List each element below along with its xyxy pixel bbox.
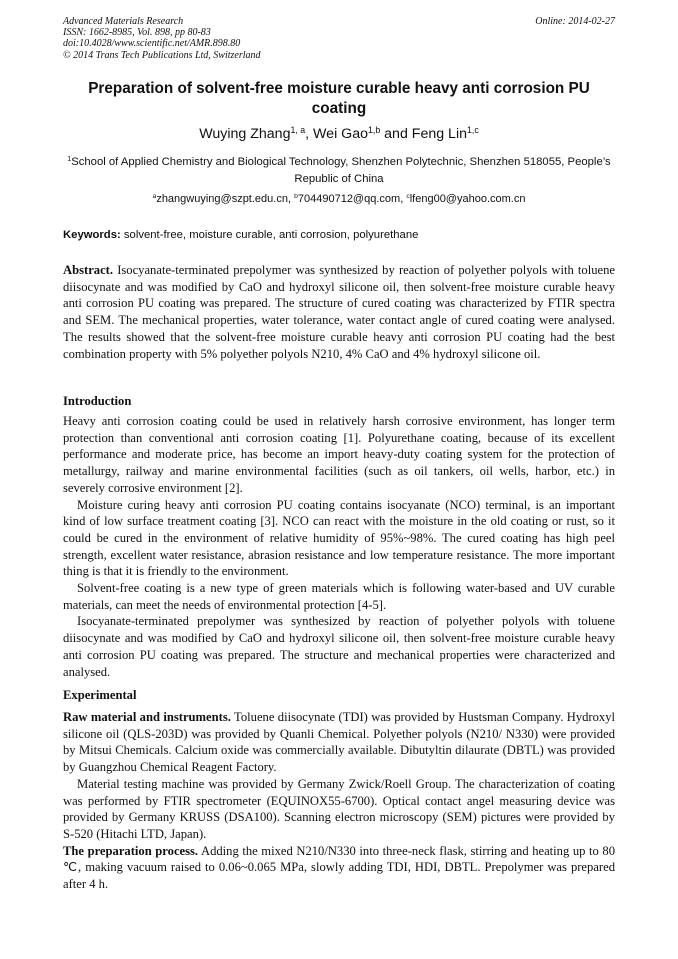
author-separator: , (305, 126, 314, 142)
email-separator: , (400, 193, 407, 205)
keywords-text: solvent-free, moisture curable, anti corrosion, polyurethane (120, 229, 419, 241)
intro-paragraph: Heavy anti corrosion coating could be used in relatively harsh corrosive environment, has longer term protection than conventional anti corrosion coating [1]. Polyurethane coating, because of its excellent performance and moderate price, has become an import heavy-duty coating system for the protection of metallurgy, railway and marine environmental facilities (such as oil tankers, oil wells, harbor, etc.) in severely corrosive environment [2]. (63, 414, 615, 495)
author-name: Wuying Zhang (199, 126, 291, 142)
experimental-body (63, 709, 615, 893)
abstract-label: Abstract. (63, 263, 114, 277)
author-affil-mark: 1, a (290, 125, 306, 136)
affiliation-mark: 1 (67, 156, 72, 164)
copyright-line: © 2014 Trans Tech Publications Ltd, Switzerland (63, 49, 261, 61)
instruments-paragraph: Material testing machine was provided by Germany Zwick/Roell Group. The characterization of coating was performed by FTIR spectrometer (EQUINOX55-6700). Optical contact angel measuring device was provided by Germany KRUSS (DSA100). Scanning electron microscopy (SEM) pictures were provided by S-520 (Hitachi LTD, Japan). (63, 776, 615, 841)
preparation-label: The preparation process. (63, 843, 199, 858)
email-mark: a (152, 193, 157, 201)
raw-material-label: Raw material and instruments. (63, 710, 231, 724)
online-date: Online: 2014-02-27 (535, 16, 615, 27)
paper-title: Preparation of solvent-free moisture curable heavy anti corrosion PU coating (88, 80, 590, 117)
author-affil-mark: 1,b (367, 125, 381, 136)
section-heading-experimental: Experimental (63, 688, 137, 702)
abstract-text: Isocyanate-terminated prepolymer was synthesized by reaction of polyether polyols with toluene diisocynate and was modified by CaO and hydroxyl silicone oil, then solvent-free moisture curable heavy anti corrosion PU coating was prepared. The structure of cured coating was characterized by FTIR spectra and SEM. The mechanical properties, water tolerance, water contact angle of cured coating were analysed. The results showed that the solvent-free moisture curable heavy anti corrosion PU coating had the best combination property with 5% polyether polyols N210, 4% CaO and 4% hydroxyl silicone oil. (63, 263, 615, 361)
raw-material-text: Toluene diisocynate (TDI) was provided by Hustsman Company. Hydroxyl silicone oil (QLS-203D) was provided by Quanli Chemical. Polyether polyols (N210/ N330) were provided by Mitsui Chemicals. Calcium oxide was commercially available. Dibutyltin dilaurate (DBTL) was provided by Guangzhou Chemical Reagent Factory. (63, 710, 615, 775)
section-heading-introduction: Introduction (63, 394, 132, 408)
author-name: Feng Lin (411, 126, 467, 142)
intro-paragraph: Moisture curing heavy anti corrosion PU coating contains isocyanate (NCO) terminal, is an important kind of low surface treatment coating [3]. NCO can react with the moisture in the old coating or rust, so it could be cured in the environment of relative humidity of 95%~98%. The cured coating has high peel strength, excellent water resistance, abrasion resistance and low temperature resistance. The more important thing is that it is friendly to the environment. (63, 497, 615, 579)
preparation-text: Adding the mixed N210/N330 into three-neck flask, stirring and heating up to 80 ℃, making vacuum raised to 0.06~0.065 MPa, slowly adding TDI, HDI, DBTL. Prepolymer was prepared after 4 h. (63, 843, 615, 892)
author-affil-mark: 1,c (467, 125, 479, 136)
intro-paragraph: Isocyanate-terminated prepolymer was synthesized by reaction of polyether polyols with toluene diisocynate and was modified by CaO and hydroxyl silicone oil, then solvent-free moisture curable heavy anti corrosion PU coating was prepared. The structure and mechanical properties were characterized and analysed. (63, 614, 615, 679)
abstract (63, 262, 615, 362)
issn-line: ISSN: 1662-8985, Vol. 898, pp 80-83 (63, 27, 211, 39)
affiliation-text: School of Applied Chemistry and Biological Technology, Shenzhen Polytechnic, Shenzhen 518055, People’s Republic of China (71, 156, 611, 185)
email-mark: b (294, 193, 298, 201)
email-separator: , (287, 193, 295, 205)
author-list (63, 126, 615, 142)
email-list (63, 193, 615, 205)
email-address[interactable]: zhangwuying@szpt.edu.cn (156, 193, 288, 205)
author-separator: and (380, 126, 412, 142)
email-address[interactable]: lfeng00@yahoo.com.cn (409, 193, 526, 205)
author-name: Wei Gao (313, 126, 368, 142)
journal-name: Advanced Materials Research (63, 16, 184, 27)
introduction-body (63, 413, 615, 680)
affiliation (63, 155, 615, 187)
keywords (63, 229, 615, 241)
email-mark: c (406, 193, 410, 201)
doi-line: doi:10.4028/www.scientific.net/AMR.898.80 (63, 38, 241, 50)
raw-material-paragraph (63, 709, 615, 776)
abstract-paragraph (63, 262, 615, 362)
email-address[interactable]: 704490712@qq.com (297, 193, 401, 205)
preparation-paragraph (63, 843, 615, 893)
keywords-label: Keywords: (63, 229, 121, 241)
journal-header (63, 16, 615, 61)
intro-paragraph: Solvent-free coating is a new type of green materials which is following water-based and UV curable materials, can meet the needs of environmental protection [4-5]. (63, 581, 615, 612)
